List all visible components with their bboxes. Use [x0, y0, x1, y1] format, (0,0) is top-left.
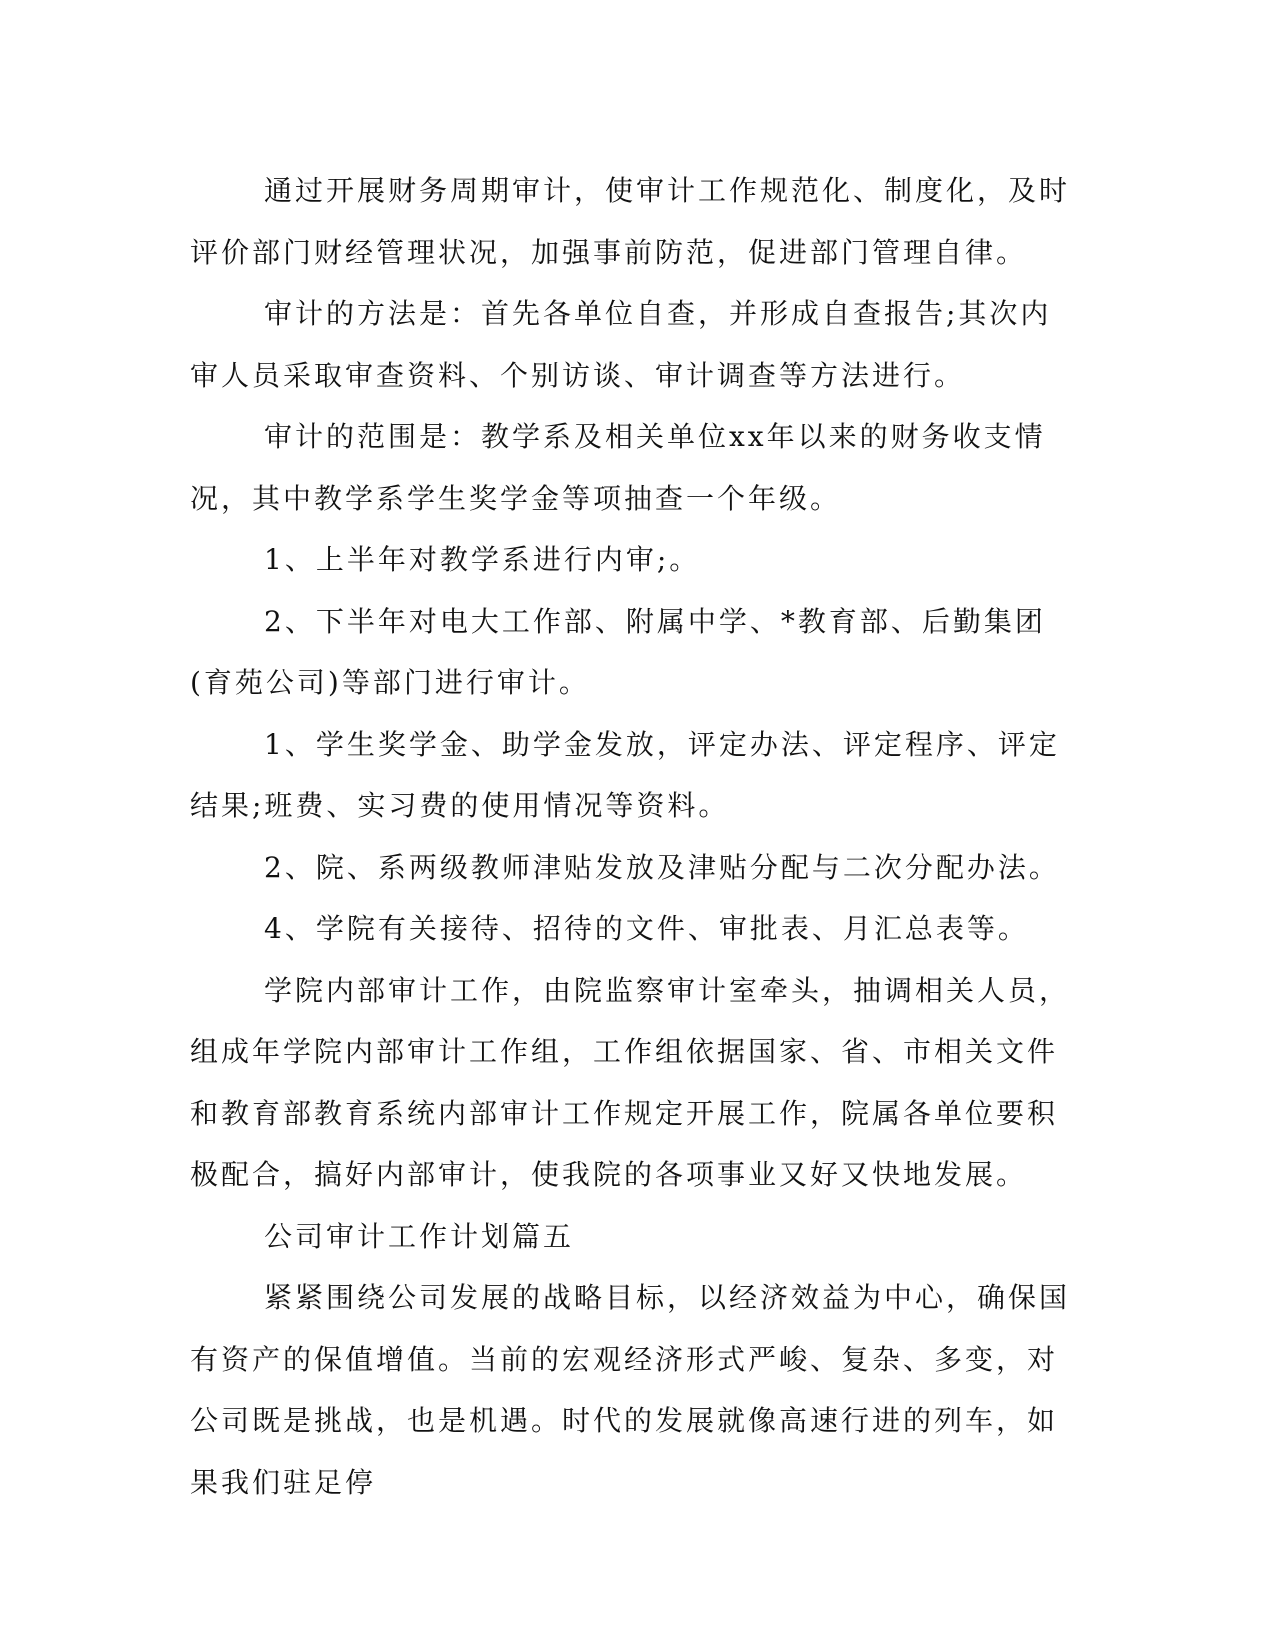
document-body — [190, 160, 1080, 1513]
paragraph-second-half-year: 2、下半年对电大工作部、附属中学、*教育部、后勤集团(育苑公司)等部门进行审计。 — [190, 604, 1046, 699]
section-heading-plan-five: 公司审计工作计划篇五 — [264, 1219, 575, 1253]
paragraph-reception-audit: 4、学院有关接待、招待的文件、审批表、月汇总表等。 — [264, 912, 1029, 945]
paragraph-first-half-year: 1、上半年对教学系进行内审;。 — [264, 543, 701, 576]
paragraph-audit-scope: 审计的范围是：教学系及相关单位xx年以来的财务收支情况，其中教学系学生奖学金等项抽查一个年级。 — [190, 420, 1046, 515]
paragraph-periodic-audit: 通过开展财务周期审计，使审计工作规范化、制度化，及时评价部门财经管理状况，加强事前防范，促进部门管理自律。 — [190, 174, 1071, 269]
paragraph-internal-audit-work: 学院内部审计工作，由院监察审计室牵头，抽调相关人员，组成年学院内部审计工作组，工作组依据国家、省、市相关文件和教育部教育系统内部审计工作规定开展工作，院属各单位要积极配合，搞好内部审计，使我院的各项事业又好又快地发展。 — [190, 973, 1071, 1191]
paragraph-audit-method: 审计的方法是：首先各单位自查，并形成自查报告;其次内审人员采取审查资料、个别访谈、审计调查等方法进行。 — [190, 297, 1052, 392]
paragraph-allowance-audit: 2、院、系两级教师津贴发放及津贴分配与二次分配办法。 — [264, 850, 1060, 884]
paragraph-strategy-goal: 紧紧围绕公司发展的战略目标，以经济效益为中心，确保国有资产的保值增值。当前的宏观经济形式严峻、复杂、多变，对公司既是挑战，也是机遇。时代的发展就像高速行进的列车，如果我们驻足停 — [190, 1281, 1071, 1499]
paragraph-scholarship-audit: 1、学生奖学金、助学金发放，评定办法、评定程序、评定结果;班费、实习费的使用情况等资料。 — [190, 727, 1060, 822]
